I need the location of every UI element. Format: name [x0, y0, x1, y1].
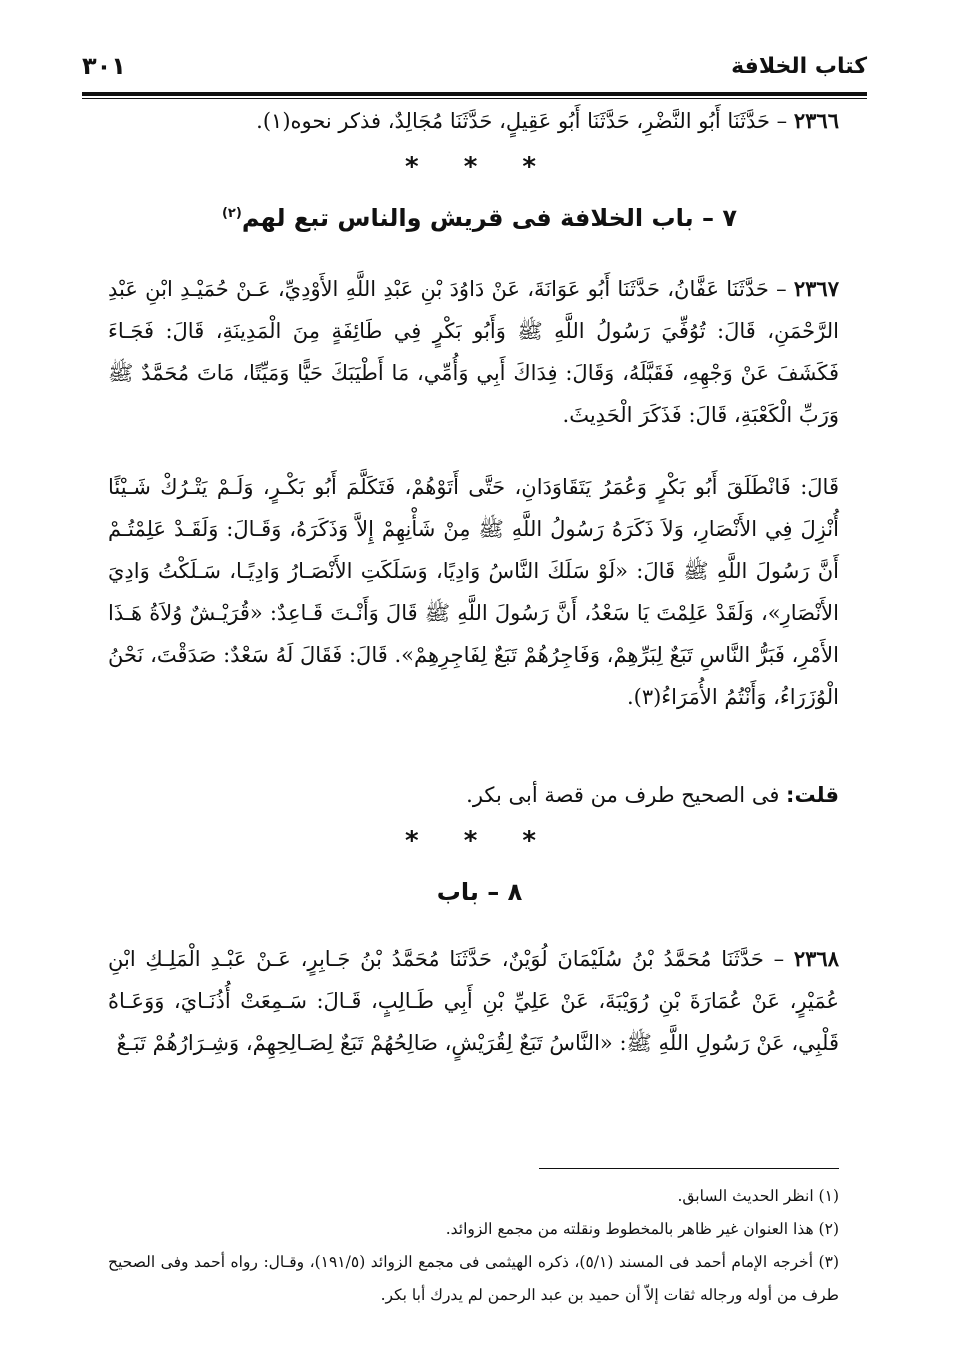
hadith-number: ٢٣٦٧ [793, 276, 839, 301]
page-number: ٣٠١ [82, 52, 126, 80]
hadith-2367 [108, 268, 839, 436]
footnote-rule [539, 1168, 839, 1169]
qult-note [466, 775, 839, 815]
footnote-1: (١) انظر الحديث السابق. [677, 1187, 839, 1205]
footnote-ref: (٢) [221, 206, 242, 221]
separator-stars: * * * [405, 152, 554, 182]
hadith-text: – حَدَّثَنَا مُحَمَّدُ بْنُ سُلَيْمَانَ لُوَيْنٌ، حَدَّثَنَا مُحَمَّدُ بْنُ جَـابِرٍ، عَـنْ عَبْـدِ الْمَلِـكِ ابْنِ عُمَيْرٍ، عَنْ عُمَارَةَ بْنِ رُوَيْبَةَ، عَنْ عَلِيِّ بْنِ أَبِي طَـالِبٍ، قَـالَ: سَـمِعَتْ أُذُنَـايَ، وَوَعَـاهُ قَلْبِي، عَنْ رَسُولِ اللَّهِ ﷺ: «النَّاسُ تَبَعٌ لِقُرَيْشٍ، صَالِحُهُمْ تَبَعٌ لِصَـالِحِهِمْ، وَشِـرَارُهُمْ تَبَـعٌ [108, 947, 839, 1055]
hadith-number: ٢٣٦٦ [793, 108, 839, 133]
hadith-number: ٢٣٦٨ [793, 946, 839, 971]
chapter-7-heading [0, 204, 959, 232]
hadith-2368 [108, 938, 839, 1064]
chapter-title: ٧ – باب الخلافة فى قريش والناس تبع لهم [241, 204, 738, 232]
footnotes [108, 1180, 839, 1312]
hadith-2367-continuation: قَالَ: فَانْطَلَقَ أَبُو بَكْرٍ وَعُمَرُ يَتَقَاوَدَانِ، حَتَّى أَتَوْهُمْ، فَتَكَلَّمَ أَبُو بَكْـرٍ، وَلَـمْ يَتْـرُكْ شَـيْئًا أُنْزِلَ فِي الأَنْصَارِ، وَلاَ ذَكَرَهُ رَسُولُ اللَّهِ ﷺ مِنْ شَأْنِهِمْ إِلاَّ وَذَكَرَهُ، وَقَـالَ: وَلَقَـدْ عَلِمْتُـمْ أَنَّ رَسُولَ اللَّهِ ﷺ قَالَ: «لَوْ سَلَكَ النَّاسُ وَادِيًا، وَسَلَكَتِ الأَنْصَـارُ وَادِيًـا، سَـلَكْتُ وَادِيَ الأَنْصَارِ»، وَلَقَدْ عَلِمْتَ يَا سَعْدُ، أَنَّ رَسُولَ اللَّهِ ﷺ قَالَ وَأَنْـتَ قَـاعِدٌ: «قُرَيْـشٌ وُلاَةُ هَـذَا الأَمْرِ، فَبَرُّ النَّاسِ تَبَعٌ لِبَرِّهِمْ، وَفَاجِرُهُمْ تَبَعٌ لِفَاجِرِهِمْ». قَالَ: فَقَالَ لَهُ سَعْدٌ: صَدَقْتَ، نَحْنُ الْوُزَرَاءُ، وَأَنْتُمُ الأُمَرَاءُ(٣). [108, 475, 839, 709]
page-header [82, 48, 867, 88]
header-rule [82, 92, 867, 96]
qult-label: قلت: [786, 783, 839, 807]
hadith-text: – حَدَّثَنَا أَبُو النَّضْرِ، حَدَّثَنَا أَبُو عَقِيلٍ، حَدَّثَنَا مُجَالِدٌ، فذكر نحوه(١). [256, 109, 788, 133]
hadith-text: – حَدَّثَنَا عَفَّانُ، حَدَّثَنَا أَبُو عَوَانَةَ، عَنْ دَاوُدَ بْنِ عَبْدِ اللَّهِ الأَوْدِيِّ، عَـنْ حُمَيْـدِ ابْنِ عَبْدِ الرَّحْمَنِ، قَالَ: تُوُفِّيَ رَسُولُ اللَّهِ ﷺ وَأَبُو بَكْرٍ فِي طَائِفَةٍ مِنَ الْمَدِينَةِ، قَالَ: فَجَـاءَ فَكَشَفَ عَنْ وَجْهِهِ، فَقَبَّلَهُ، وَقَالَ: فِدَاكَ أَبِي وَأُمِّي، مَا أَطْيَبَكَ حَيًّا وَمَيِّتًا، مَاتَ مُحَمَّدٌ ﷺ وَرَبِّ الْكَعْبَةِ، قَالَ: فَذَكَرَ الْحَدِيثَ. [108, 277, 840, 427]
footnote-2: (٢) هذا العنوان غير ظاهر بالمخطوط ونقلته من مجمع الزوائد. [445, 1220, 839, 1238]
footnote-3: (٣) أخرجه الإمام أحمد فى المسند (٥/١)، ذكره الهيثمى فى مجمع الزوائد (١٩١/٥)، وقـال: رواه أحمد وفى الصحيح طرف من أوله ورجاله ثقات إلاّ أن حميد بن عبد الرحمن لم يدرك أبا بكر. [108, 1253, 839, 1304]
hadith-2366 [108, 100, 839, 142]
chapter-8-heading: ٨ – باب [436, 878, 523, 906]
qult-text: فى الصحيح طرف من قصة أبى بكر. [466, 783, 780, 807]
book-title: كتاب الخلافة [731, 54, 867, 79]
separator-stars: * * * [405, 826, 554, 856]
